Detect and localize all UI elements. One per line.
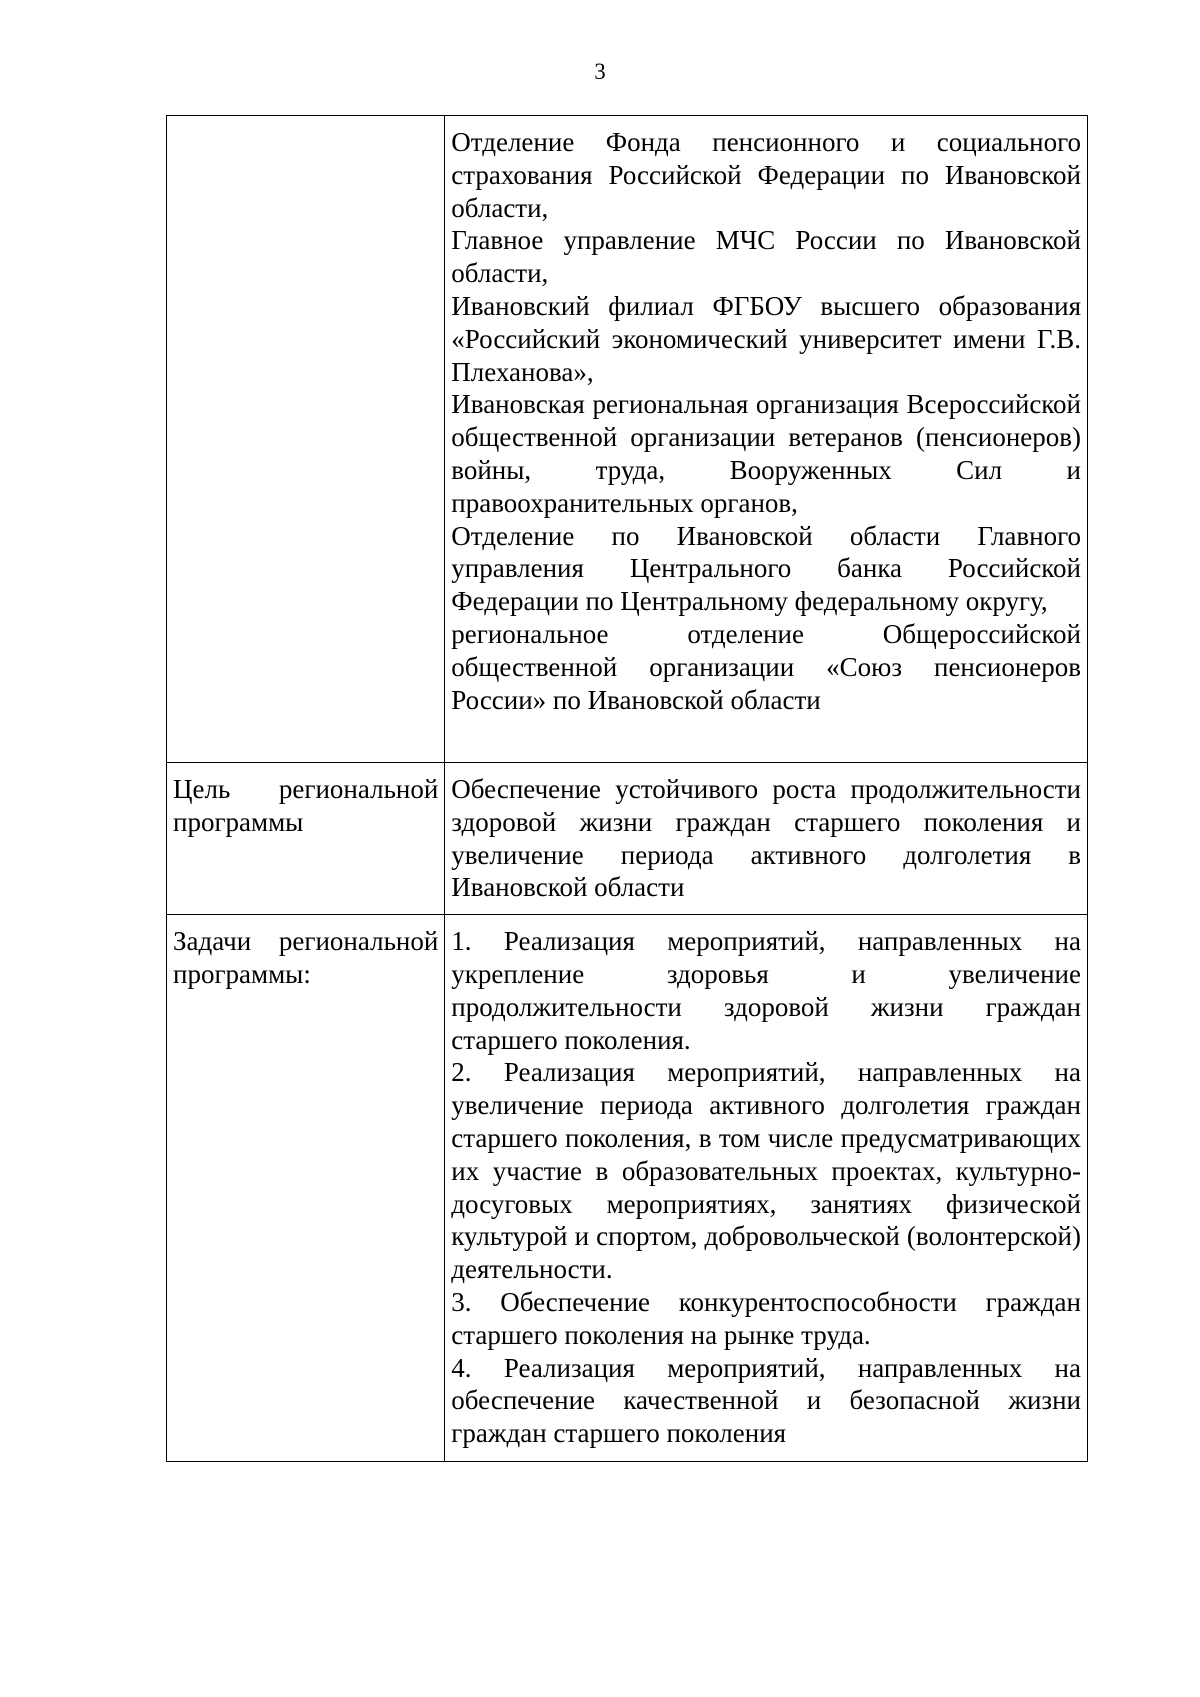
row-value-cell (445, 116, 1088, 763)
participant-paragraph: региональное отделение Общероссийской общественной организации «Союз пенсионеров России» по Ивановской области (451, 618, 1081, 715)
task-paragraph: 4. Реализация мероприятий, направленных на обеспечение качественной и безопасной жизни граждан старшего поколения (451, 1352, 1081, 1449)
row-label-cell (167, 116, 445, 763)
row-label-cell: Задачи региональной программы: (167, 915, 445, 1462)
table-row (167, 116, 1088, 763)
task-paragraph: 3. Обеспечение конкурентоспособности граждан старшего поколения на рынке труда. (451, 1286, 1081, 1350)
task-paragraph: 1. Реализация мероприятий, направленных на укрепление здоровья и увеличение продолжительности здоровой жизни граждан старшего поколения. (451, 926, 1081, 1055)
participant-paragraph: Ивановская региональная организация Всероссийской общественной организации ветеранов (пенсионеров) войны, труда, Вооруженных Сил и правоохранительных органов, (451, 389, 1081, 518)
row-label-cell: Цель региональной программы (167, 763, 445, 915)
table-row (167, 915, 1088, 1462)
participant-paragraph: Главное управление МЧС России по Ивановской области, (451, 225, 1081, 289)
row-value-cell (445, 763, 1088, 915)
program-passport-table (166, 115, 1088, 1462)
page-number: 3 (594, 59, 606, 84)
goal-paragraph: Обеспечение устойчивого роста продолжительности здоровой жизни граждан старшего поколения и увеличение периода активного долголетия в Ивановской области (451, 774, 1081, 903)
participant-paragraph: Отделение Фонда пенсионного и социального страхования Российской Федерации по Ивановской области, (451, 127, 1081, 223)
participant-paragraph: Ивановский филиал ФГБОУ высшего образования «Российский экономический университет имени Г.В. Плеханова», (451, 290, 1081, 387)
participant-paragraph: Отделение по Ивановской области Главного управления Центрального банка Российской Федерации по Центральному федеральному округу, (451, 520, 1081, 617)
table-row (167, 763, 1088, 915)
row-value-cell (445, 915, 1088, 1462)
task-paragraph: 2. Реализация мероприятий, направленных на увеличение периода активного долголетия граждан старшего поколения, в том числе предусматривающих их участие в образовательных проектах, культурно-досуговых мероприятиях, занятиях физической культурой и спортом, добровольческой (волонтерской) деятельности. (451, 1057, 1081, 1285)
